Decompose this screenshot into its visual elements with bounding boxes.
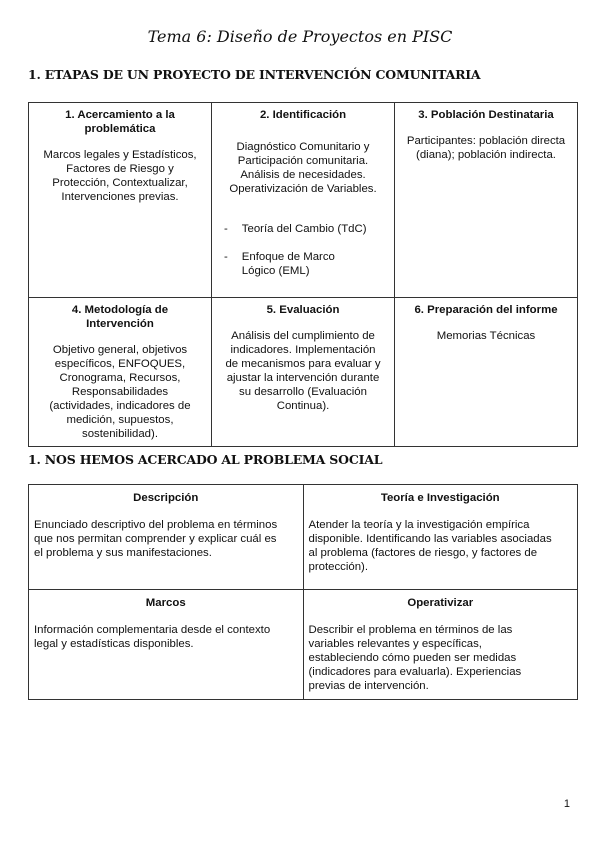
section-heading-etapas: 1. ETAPAS DE UN PROYECTO DE INTERVENCIÓN COMUNITARIA [28,67,481,82]
cell-body: Atender la teoría y la investigación empírica disponible. Identificando las variables asociadas al problema (factores de riesgo, y factores de protección). [308,519,552,573]
cell-body: Información complementaria desde el contexto legal y estadísticas disponibles. [34,624,271,650]
cell-title: 3. Población Destinataria [418,109,554,121]
list-item-text: Teoría del Cambio (TdC) [241,223,367,235]
cell-title: Marcos [145,597,186,609]
cell-body: Describir el problema en términos de las variables relevantes y específicas, estableciendo cómo pueden ser medidas (indicadores para evaluarla). Experiencias previas de intervención. [308,624,522,692]
cell-body: Objetivo general, objetivos específicos, ENFOQUES, Cronograma, Recursos, Responsabilidades (actividades, indicadores de medición, supuestos, sostenibilidad). [49,344,191,440]
cell-operativizar [303,590,578,700]
cell-title: Teoría e Investigación [380,492,500,504]
etapas-table [28,102,578,447]
cell-title: 2. Identificación [259,109,347,121]
cell-teoria [303,485,578,590]
cell-acercamiento [29,103,212,298]
list-item: - Teoría del Cambio (TdC) [224,223,367,235]
identificacion-list [216,208,390,292]
list-item-text: Enfoque de Marco Lógico (EML) [241,251,335,277]
cell-descripcion [29,485,304,590]
cell-evaluacion [212,298,395,447]
cell-title: 1. Acercamiento a la problemática [65,109,175,135]
cell-body: Participantes: población directa (diana); población indirecta. [406,135,566,161]
cell-title: Descripción [133,492,199,504]
list-item: - Enfoque de Marco Lógico (EML) [224,251,335,277]
cell-body: Diagnóstico Comunitario y Participación comunitaria. Análisis de necesidades. Operativización de Variables. [229,141,377,195]
cell-marcos [29,590,304,700]
cell-body: Memorias Técnicas [436,330,536,342]
cell-title: 6. Preparación del informe [414,304,558,316]
document-title: Tema 6: Diseño de Proyectos en PISC [147,27,453,46]
cell-title: 5. Evaluación [266,304,340,316]
cell-body: Análisis del cumplimiento de indicadores. Implementación de mecanismos para evaluar y ajustar la intervención durante su desarrollo (Evaluación Continua). [225,330,381,412]
page-number: 1 [563,798,570,810]
cell-body: Enunciado descriptivo del problema en términos que nos permitan comprender y explicar cuál es el problema y sus manifestaciones. [34,519,278,559]
problema-table [28,484,578,700]
cell-title: 4. Metodología de Intervención [71,304,169,330]
cell-body: Marcos legales y Estadísticos, Factores de Riesgo y Protección, Contextualizar, Intervenciones previas. [43,149,197,203]
cell-informe [395,298,578,447]
cell-title: Operativizar [407,597,474,609]
section-heading-problema: 1. NOS HEMOS ACERCADO AL PROBLEMA SOCIAL [28,452,383,467]
cell-poblacion [395,103,578,298]
cell-metodologia [29,298,212,447]
cell-identificacion [212,103,395,298]
